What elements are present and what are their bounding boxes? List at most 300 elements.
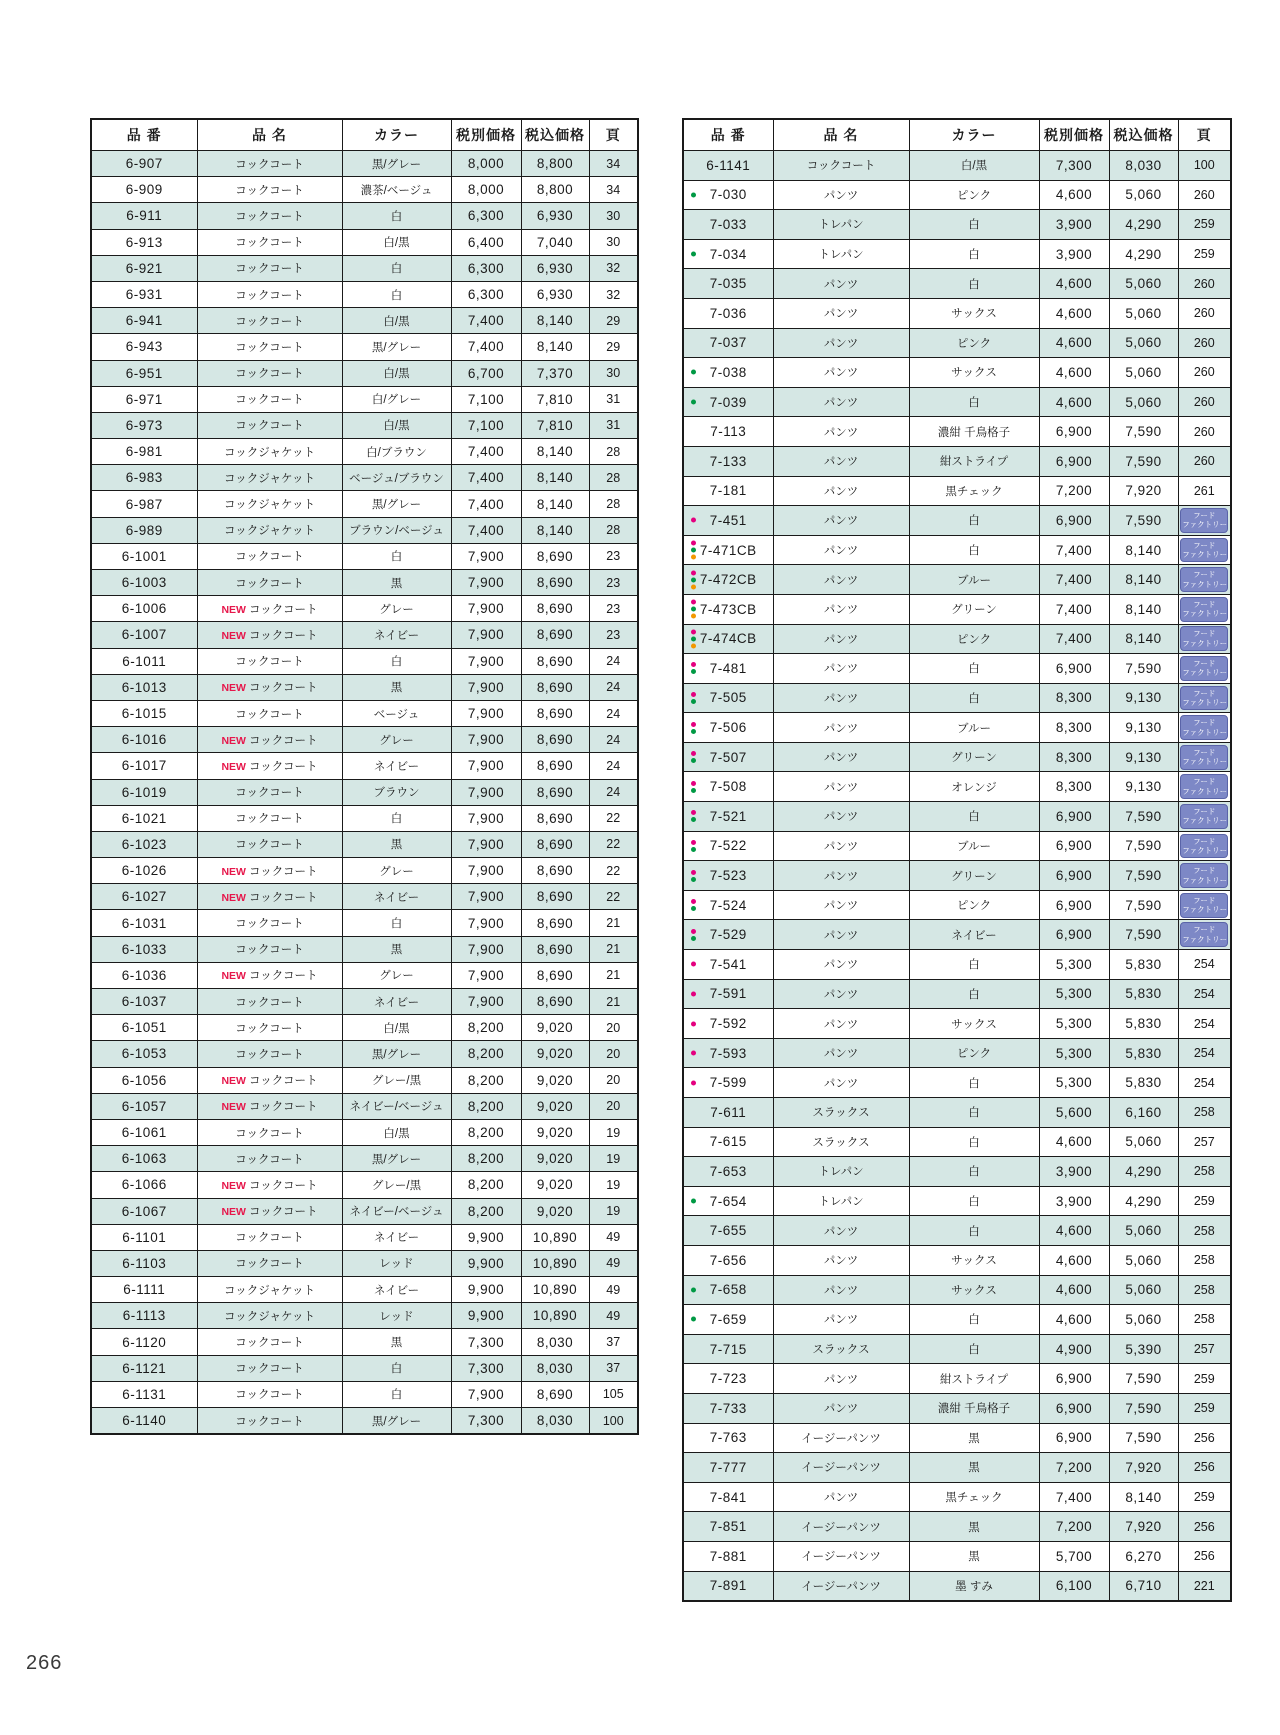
product-name-cell	[773, 1009, 909, 1039]
color-cell: サックス	[909, 1009, 1039, 1039]
product-name-cell	[773, 742, 909, 772]
product-name: イージーパンツ	[801, 1580, 881, 1593]
price-extax-cell: 7,400	[451, 439, 521, 465]
table-row	[91, 779, 638, 805]
product-code-cell	[91, 308, 197, 334]
product-code-cell	[91, 1146, 197, 1172]
color-cell: ブルー	[909, 831, 1039, 861]
color-cell: 白	[909, 210, 1039, 240]
table-row	[683, 180, 1231, 210]
price-intax-cell: 8,030	[1109, 151, 1178, 181]
product-name-cell	[197, 805, 342, 831]
price-extax-cell: 8,200	[451, 1041, 521, 1067]
price-intax-cell: 9,020	[521, 1041, 589, 1067]
price-extax-cell: 7,900	[451, 962, 521, 988]
new-flag: NEW	[221, 734, 246, 747]
color-cell: 白	[909, 1186, 1039, 1216]
price-intax-cell: 8,140	[1109, 624, 1178, 654]
product-code-cell	[683, 1305, 773, 1335]
series-dot-stack	[691, 1051, 696, 1056]
product-name: コックコート	[248, 682, 318, 695]
product-code: 7-733	[709, 1400, 747, 1416]
price-extax-cell: 7,400	[1039, 1482, 1109, 1512]
price-intax-cell: 6,930	[521, 281, 589, 307]
product-code: 6-909	[125, 182, 163, 198]
color-cell: 白	[909, 239, 1039, 269]
product-name-cell	[197, 779, 342, 805]
price-intax-cell: 7,590	[1109, 802, 1178, 832]
product-name: コックコート	[235, 315, 304, 328]
color-cell: 白/黒	[342, 229, 451, 255]
color-cell: 紺ストライプ	[909, 1364, 1039, 1394]
product-name: イージーパンツ	[801, 1432, 881, 1445]
product-name-cell	[773, 210, 909, 240]
price-intax-cell: 7,590	[1109, 831, 1178, 861]
color-cell: オレンジ	[909, 772, 1039, 802]
product-name: パンツ	[823, 752, 859, 765]
product-code: 7-035	[709, 276, 747, 292]
price-intax-cell: 7,040	[521, 229, 589, 255]
price-intax-cell: 9,020	[521, 1172, 589, 1198]
product-name-cell	[197, 1015, 342, 1041]
price-extax-cell: 6,300	[451, 203, 521, 229]
product-name: パンツ	[823, 515, 859, 528]
product-code: 6-1057	[121, 1098, 167, 1114]
page-cell: 105	[589, 1381, 638, 1407]
product-code: 7-723	[709, 1371, 747, 1387]
product-name: コックコート	[235, 263, 304, 276]
badge-line: ファクトリー	[1182, 934, 1228, 944]
page-cell: 24	[589, 753, 638, 779]
table-row	[91, 229, 638, 255]
price-extax-cell: 7,900	[451, 648, 521, 674]
product-name: パンツ	[823, 811, 859, 824]
product-name: パンツ	[823, 189, 859, 202]
price-intax-cell: 8,690	[521, 543, 589, 569]
product-code: 6-1016	[121, 732, 167, 748]
product-code: 6-1140	[122, 1413, 167, 1429]
price-intax-cell: 10,890	[521, 1303, 589, 1329]
price-extax-cell: 3,900	[1039, 1186, 1109, 1216]
color-cell: ピンク	[909, 180, 1039, 210]
price-intax-cell: 4,290	[1109, 1186, 1178, 1216]
product-name: パンツ	[823, 278, 859, 291]
badge-line: フード	[1193, 688, 1216, 698]
color-cell: ネイビー	[342, 989, 451, 1015]
page-cell	[1178, 594, 1231, 624]
badge-line: ファクトリー	[1182, 845, 1228, 855]
product-code: 6-1111	[123, 1282, 166, 1298]
table-row	[683, 802, 1231, 832]
page-cell: 259	[1178, 210, 1231, 240]
page-cell: 20	[589, 1067, 638, 1093]
product-code: 7-508	[709, 779, 747, 795]
price-extax-cell: 7,900	[451, 884, 521, 910]
price-extax-cell: 8,000	[451, 177, 521, 203]
page-cell: 259	[1178, 1482, 1231, 1512]
price-extax-cell: 4,600	[1039, 1245, 1109, 1275]
price-intax-cell: 8,690	[521, 674, 589, 700]
color-cell: 黒	[342, 1329, 451, 1355]
new-flag: NEW	[221, 682, 246, 695]
magenta-dot-icon	[691, 570, 696, 575]
product-name-cell	[773, 772, 909, 802]
series-dot-stack	[691, 810, 696, 822]
product-name: コックコート	[235, 1363, 304, 1376]
price-intax-cell: 7,370	[521, 360, 589, 386]
price-extax-cell: 4,900	[1039, 1334, 1109, 1364]
price-extax-cell: 9,900	[451, 1277, 521, 1303]
product-code-cell	[683, 624, 773, 654]
price-extax-cell: 7,400	[1039, 624, 1109, 654]
price-extax-cell: 6,900	[1039, 1393, 1109, 1423]
product-code: 6-1103	[122, 1255, 167, 1271]
product-name: パンツ	[823, 1048, 859, 1061]
product-name-cell	[773, 861, 909, 891]
product-code-cell	[91, 884, 197, 910]
color-cell: ピンク	[909, 1038, 1039, 1068]
magenta-dot-icon	[691, 629, 696, 634]
product-code-cell	[683, 446, 773, 476]
green-dot-icon	[691, 548, 696, 553]
color-cell: 白	[342, 1381, 451, 1407]
product-name: パンツ	[823, 337, 859, 350]
table-row	[683, 210, 1231, 240]
product-code: 7-529	[709, 927, 747, 943]
product-name: イージーパンツ	[801, 1462, 881, 1475]
product-code-cell	[91, 805, 197, 831]
page-cell: 30	[589, 229, 638, 255]
price-extax-cell: 8,200	[451, 1172, 521, 1198]
table-row	[91, 1277, 638, 1303]
product-name-cell	[197, 596, 342, 622]
product-code-cell	[91, 517, 197, 543]
product-name: コックコート	[235, 787, 304, 800]
product-name-cell	[773, 535, 909, 565]
page-cell: 259	[1178, 1393, 1231, 1423]
product-code-cell	[91, 648, 197, 674]
price-extax-cell: 7,200	[1039, 1453, 1109, 1483]
page-cell: 22	[589, 884, 638, 910]
price-extax-cell: 7,400	[1039, 565, 1109, 595]
product-code-cell	[91, 255, 197, 281]
column-header: 品 名	[773, 119, 909, 151]
badge-line: フード	[1193, 718, 1216, 728]
product-code-cell	[683, 1098, 773, 1128]
page-cell: 34	[589, 151, 638, 177]
product-code: 7-659	[709, 1311, 747, 1327]
green-dot-icon	[691, 847, 696, 852]
product-name: コックコート	[248, 760, 318, 773]
product-name: トレパン	[818, 249, 864, 262]
product-name-cell	[197, 989, 342, 1015]
product-name: パンツ	[823, 722, 859, 735]
color-cell: 白	[342, 805, 451, 831]
product-code: 6-1067	[121, 1203, 167, 1219]
color-cell: 白/黒	[909, 151, 1039, 181]
color-cell: 黒/グレー	[342, 334, 451, 360]
magenta-dot-icon	[691, 991, 696, 996]
product-code-cell	[683, 1009, 773, 1039]
page-cell: 254	[1178, 950, 1231, 980]
product-code: 6-981	[125, 444, 163, 460]
price-extax-cell: 6,900	[1039, 890, 1109, 920]
page-cell: 22	[589, 831, 638, 857]
series-dot-stack	[691, 629, 696, 648]
color-cell: 白/黒	[342, 308, 451, 334]
table-row	[683, 1245, 1231, 1275]
product-name: パンツ	[823, 1255, 859, 1268]
product-code-cell	[91, 570, 197, 596]
price-intax-cell: 8,140	[1109, 594, 1178, 624]
product-name-cell	[197, 517, 342, 543]
price-extax-cell: 8,000	[451, 151, 521, 177]
table-row	[91, 858, 638, 884]
table-row	[683, 1541, 1231, 1571]
price-extax-cell: 4,600	[1039, 298, 1109, 328]
green-dot-icon	[691, 1317, 696, 1322]
color-cell: ネイビー	[342, 1224, 451, 1250]
food-factory-badge	[1180, 538, 1228, 563]
price-intax-cell: 7,590	[1109, 506, 1178, 536]
badge-line: フード	[1193, 895, 1216, 905]
product-name: コックジャケット	[224, 499, 315, 512]
product-name-cell	[773, 831, 909, 861]
table-row	[683, 535, 1231, 565]
product-code-cell	[91, 989, 197, 1015]
product-code-cell	[91, 491, 197, 517]
product-name-cell	[197, 281, 342, 307]
product-name: パンツ	[823, 870, 859, 883]
product-code-cell	[683, 920, 773, 950]
color-cell: ネイビー	[342, 753, 451, 779]
price-extax-cell: 7,900	[451, 989, 521, 1015]
page-cell: 30	[589, 203, 638, 229]
product-name-cell	[197, 203, 342, 229]
page-cell: 34	[589, 177, 638, 203]
color-cell: ピンク	[909, 328, 1039, 358]
price-extax-cell: 7,400	[451, 334, 521, 360]
color-cell: ネイビー	[909, 920, 1039, 950]
color-cell: 濃茶/ベージュ	[342, 177, 451, 203]
badge-line: フード	[1193, 866, 1216, 876]
product-name-cell	[773, 890, 909, 920]
product-name-cell	[773, 417, 909, 447]
price-extax-cell: 3,900	[1039, 239, 1109, 269]
column-header: 税別価格	[1039, 119, 1109, 151]
page-cell: 22	[589, 858, 638, 884]
price-extax-cell: 3,900	[1039, 210, 1109, 240]
product-code-cell	[683, 1245, 773, 1275]
product-code: 6-1011	[122, 653, 167, 669]
price-intax-cell: 9,130	[1109, 713, 1178, 743]
table-row	[91, 753, 638, 779]
series-dot-stack	[691, 600, 696, 619]
product-name-cell	[197, 1067, 342, 1093]
product-code: 6-1056	[121, 1072, 167, 1088]
table-row	[91, 1381, 638, 1407]
table-row	[91, 360, 638, 386]
price-intax-cell: 7,920	[1109, 1453, 1178, 1483]
product-code: 7-763	[709, 1430, 747, 1446]
price-extax-cell: 7,900	[451, 622, 521, 648]
table-row	[683, 654, 1231, 684]
price-intax-cell: 9,020	[521, 1015, 589, 1041]
food-factory-badge	[1180, 893, 1228, 918]
product-code-cell	[683, 1157, 773, 1187]
series-dot-stack	[691, 541, 696, 560]
color-cell: 白/ブラウン	[342, 439, 451, 465]
product-name-cell	[197, 177, 342, 203]
badge-line: ファクトリー	[1182, 875, 1228, 885]
green-dot-icon	[691, 1199, 696, 1204]
product-code-cell	[683, 180, 773, 210]
badge-line: ファクトリー	[1182, 697, 1228, 707]
price-intax-cell: 7,590	[1109, 417, 1178, 447]
product-code-cell	[91, 1224, 197, 1250]
series-dot-stack	[691, 991, 696, 996]
product-code: 7-851	[709, 1519, 747, 1535]
series-dot-stack	[691, 692, 696, 704]
price-intax-cell: 7,590	[1109, 861, 1178, 891]
page-cell: 256	[1178, 1541, 1231, 1571]
product-code-cell	[91, 674, 197, 700]
product-name-cell	[773, 1571, 909, 1601]
price-intax-cell: 8,690	[521, 962, 589, 988]
table-row	[91, 1119, 638, 1145]
product-name: パンツ	[823, 485, 859, 498]
price-extax-cell: 5,300	[1039, 1038, 1109, 1068]
magenta-dot-icon	[691, 518, 696, 523]
product-code-cell	[683, 239, 773, 269]
price-intax-cell: 8,140	[521, 491, 589, 517]
product-code: 7-891	[709, 1578, 747, 1594]
product-code-cell	[91, 1015, 197, 1041]
product-code: 7-481	[709, 660, 747, 676]
product-code: 7-472CB	[699, 572, 757, 588]
page-cell: 258	[1178, 1275, 1231, 1305]
price-extax-cell: 8,200	[451, 1119, 521, 1145]
magenta-dot-icon	[691, 722, 696, 727]
table-row	[91, 936, 638, 962]
product-code-cell	[683, 1068, 773, 1098]
price-extax-cell: 6,900	[1039, 1364, 1109, 1394]
badge-line: フード	[1193, 570, 1216, 580]
color-cell: 濃紺 千鳥格子	[909, 1393, 1039, 1423]
product-code: 7-593	[709, 1045, 747, 1061]
table-row	[91, 177, 638, 203]
color-cell: 白	[342, 543, 451, 569]
table-row	[683, 1423, 1231, 1453]
badge-line: ファクトリー	[1182, 520, 1228, 530]
price-extax-cell: 8,200	[451, 1067, 521, 1093]
page-cell	[1178, 624, 1231, 654]
page-cell: 24	[589, 779, 638, 805]
price-intax-cell: 8,690	[521, 989, 589, 1015]
color-cell: 黒	[909, 1512, 1039, 1542]
product-name-cell	[197, 831, 342, 857]
product-code-cell	[91, 727, 197, 753]
food-factory-badge	[1180, 626, 1228, 651]
table-row	[91, 1067, 638, 1093]
table-row	[683, 328, 1231, 358]
table-row	[683, 358, 1231, 388]
product-code-cell	[91, 831, 197, 857]
product-code-cell	[683, 476, 773, 506]
product-code: 6-1037	[121, 994, 167, 1010]
product-name: パンツ	[823, 1018, 859, 1031]
table-row	[683, 476, 1231, 506]
food-factory-badge	[1180, 804, 1228, 829]
price-extax-cell: 6,900	[1039, 861, 1109, 891]
table-row	[91, 727, 638, 753]
price-intax-cell: 7,590	[1109, 654, 1178, 684]
product-code-cell	[683, 298, 773, 328]
badge-line: フード	[1193, 659, 1216, 669]
product-code-cell	[91, 753, 197, 779]
color-cell: 黒チェック	[909, 476, 1039, 506]
price-intax-cell: 5,060	[1109, 269, 1178, 299]
product-code: 7-451	[709, 512, 747, 528]
badge-line: フード	[1193, 925, 1216, 935]
product-code: 6-1027	[121, 889, 167, 905]
price-intax-cell: 7,920	[1109, 476, 1178, 506]
table-row	[91, 203, 638, 229]
color-cell: 白	[909, 802, 1039, 832]
price-intax-cell: 8,030	[521, 1329, 589, 1355]
product-name: パンツ	[823, 1284, 859, 1297]
table-row	[683, 742, 1231, 772]
color-cell: ネイビー	[342, 1277, 451, 1303]
product-name: パンツ	[823, 604, 859, 617]
product-name: パンツ	[823, 1492, 859, 1505]
product-table-right	[682, 118, 1232, 1602]
product-code-cell	[683, 1541, 773, 1571]
product-code: 6-987	[125, 496, 163, 512]
price-extax-cell: 6,900	[1039, 654, 1109, 684]
product-name-cell	[773, 1512, 909, 1542]
badge-line: フード	[1193, 540, 1216, 550]
product-code: 6-989	[125, 522, 163, 538]
product-code: 7-541	[709, 956, 747, 972]
page-cell: 256	[1178, 1512, 1231, 1542]
table-row	[91, 622, 638, 648]
price-intax-cell: 5,060	[1109, 328, 1178, 358]
price-intax-cell: 8,690	[521, 596, 589, 622]
product-name-cell	[773, 1157, 909, 1187]
page-cell: 20	[589, 1015, 638, 1041]
table-row	[91, 1015, 638, 1041]
product-name-cell	[773, 1305, 909, 1335]
price-extax-cell: 7,400	[451, 465, 521, 491]
price-extax-cell: 7,300	[1039, 151, 1109, 181]
color-cell: ブルー	[909, 565, 1039, 595]
table-row	[683, 683, 1231, 713]
product-code: 7-523	[709, 868, 747, 884]
product-name: コックコート	[235, 341, 304, 354]
product-name: パンツ	[823, 900, 859, 913]
price-intax-cell: 8,690	[521, 648, 589, 674]
page-cell: 256	[1178, 1423, 1231, 1453]
price-intax-cell: 6,270	[1109, 1541, 1178, 1571]
product-code-cell	[91, 1303, 197, 1329]
green-dot-icon	[691, 877, 696, 882]
product-name-cell	[773, 950, 909, 980]
page-cell: 19	[589, 1172, 638, 1198]
color-cell: 黒	[342, 831, 451, 857]
color-cell: 白	[342, 1355, 451, 1381]
product-name: コックコート	[235, 368, 304, 381]
